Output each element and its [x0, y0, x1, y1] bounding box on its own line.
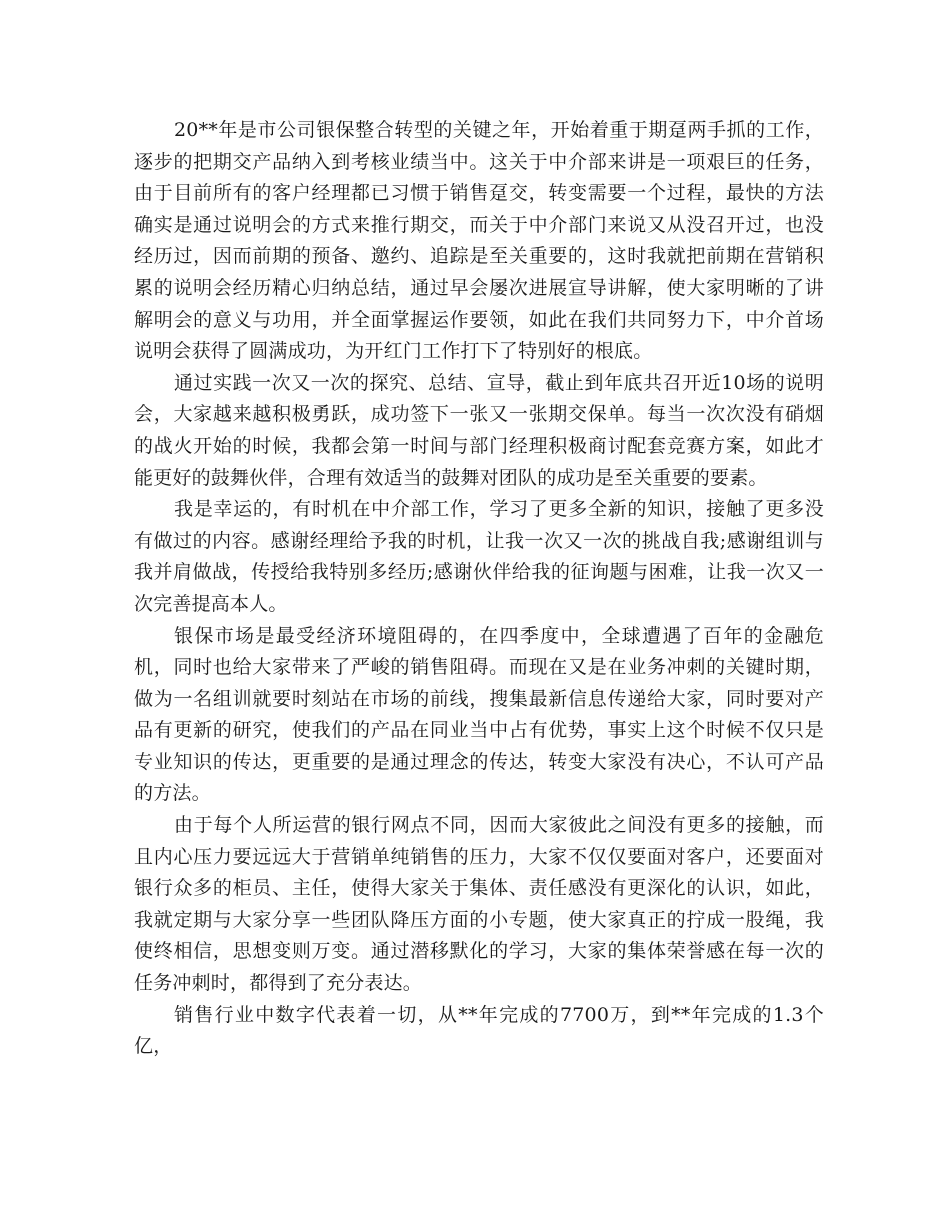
document-body	[134, 115, 824, 1063]
paragraph-6: 销售行业中数字代表着一切，从**年完成的7700万，到**年完成的1.3个亿，	[134, 1003, 824, 1058]
paragraph-2: 通过实践一次又一次的探究、总结、宣导，截止到年底共召开近10场的说明会，大家越来越积极勇跃，成功签下一张又一张期交保单。每当一次次没有硝烟的战火开始的时候，我都会第一时间与部门经理积极商讨配套竞赛方案，如此才能更好的鼓舞伙伴，合理有效适当的鼓舞对团队的成功是至关重要的要素。	[134, 371, 824, 489]
paragraph-4: 银保市场是最受经济环境阻碍的，在四季度中，全球遭遇了百年的金融危机，同时也给大家带来了严峻的销售阻碍。而现在又是在业务冲刺的关键时期，做为一名组训就要时刻站在市场的前线，搜集最新信息传递给大家，同时要对产品有更新的研究，使我们的产品在同业当中占有优势，事实上这个时候不仅只是专业知识的传达，更重要的是通过理念的传达，转变大家没有决心，不认可产品的方法。	[134, 624, 824, 805]
paragraph-3: 我是幸运的，有时机在中介部工作，学习了更多全新的知识，接触了更多没有做过的内容。感谢经理给予我的时机，让我一次又一次的挑战自我;感谢组训与我并肩做战，传授给我特别多经历;感谢伙伴给我的征询题与困难，让我一次又一次完善提高本人。	[134, 498, 824, 615]
paragraph-1: 20**年是市公司银保整合转型的关键之年，开始着重于期趸两手抓的工作，逐步的把期交产品纳入到考核业绩当中。这关于中介部来讲是一项艰巨的任务，由于目前所有的客户经理都已习惯于销售趸交，转变需要一个过程，最快的方法确实是通过说明会的方式来推行期交，而关于中介部门来说又从没召开过，也没经历过，因而前期的预备、邀约、追踪是至关重要的，这时我就把前期在营销积累的说明会经历精心归纳总结，通过早会屡次进展宣导讲解，使大家明晰的了讲解明会的意义与功用，并全面掌握运作要领，如此在我们共同努力下，中介首场说明会获得了圆满成功，为开红门工作打下了特别好的根底。	[134, 119, 824, 363]
paragraph-5: 由于每个人所运营的银行网点不同，因而大家彼此之间没有更多的接触，而且内心压力要远远大于营销单纯销售的压力，大家不仅仅要面对客户，还要面对银行众多的柜员、主任，使得大家关于集体、责任感没有更深化的认识，如此，我就定期与大家分享一些团队降压方面的小专题，使大家真正的拧成一股绳，我使终相信，思想变则万变。通过潜移默化的学习，大家的集体荣誉感在每一次的任务冲刺时，都得到了充分表达。	[134, 814, 824, 995]
